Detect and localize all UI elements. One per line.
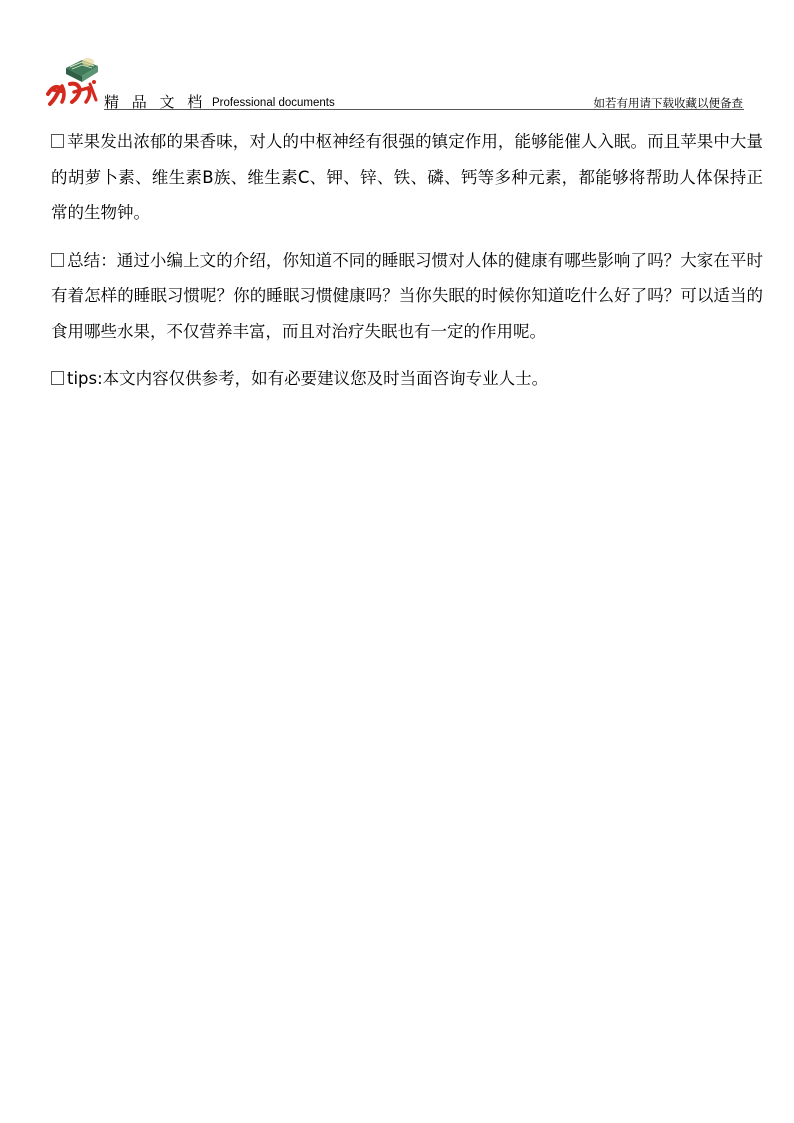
paragraph-tips bbox=[51, 361, 763, 397]
paragraph-text: 总结：通过小编上文的介绍，你知道不同的睡眠习惯对人体的健康有哪些影响了吗？大家在平时有着怎样的睡眠习惯呢？你的睡眠习惯健康吗？当你失眠的时候你知道吃什么好了吗？可以适当的食用哪些水果，不仅营养丰富，而且对治疗失眠也有一定的作用呢。 bbox=[51, 250, 763, 341]
header-note: 如若有用请下载收藏以便备查 bbox=[593, 96, 743, 110]
book-logo-icon bbox=[44, 54, 104, 110]
header-rule bbox=[104, 109, 744, 110]
bullet-box-icon bbox=[51, 134, 64, 148]
paragraph-summary bbox=[51, 243, 763, 350]
logo bbox=[44, 54, 104, 110]
paragraph-apple bbox=[51, 124, 763, 231]
header-title: 精 品 文 档 bbox=[104, 93, 207, 111]
bullet-box-icon bbox=[51, 371, 64, 385]
paragraph-text: tips:本文内容仅供参考，如有必要建议您及时当面咨询专业人士。 bbox=[67, 369, 549, 388]
paragraph-text: 苹果发出浓郁的果香味，对人的中枢神经有很强的镇定作用，能够能催人入眠。而且苹果中大量的胡萝卜素、维生素B族、维生素C、钾、锌、铁、磷、钙等多种元素，都能够将帮助人体保持正常的生物钟。 bbox=[51, 132, 763, 222]
header-subtitle: Professional documents bbox=[212, 97, 335, 109]
bullet-box-icon bbox=[51, 253, 64, 267]
document-body bbox=[51, 124, 763, 397]
page-header bbox=[0, 0, 794, 112]
